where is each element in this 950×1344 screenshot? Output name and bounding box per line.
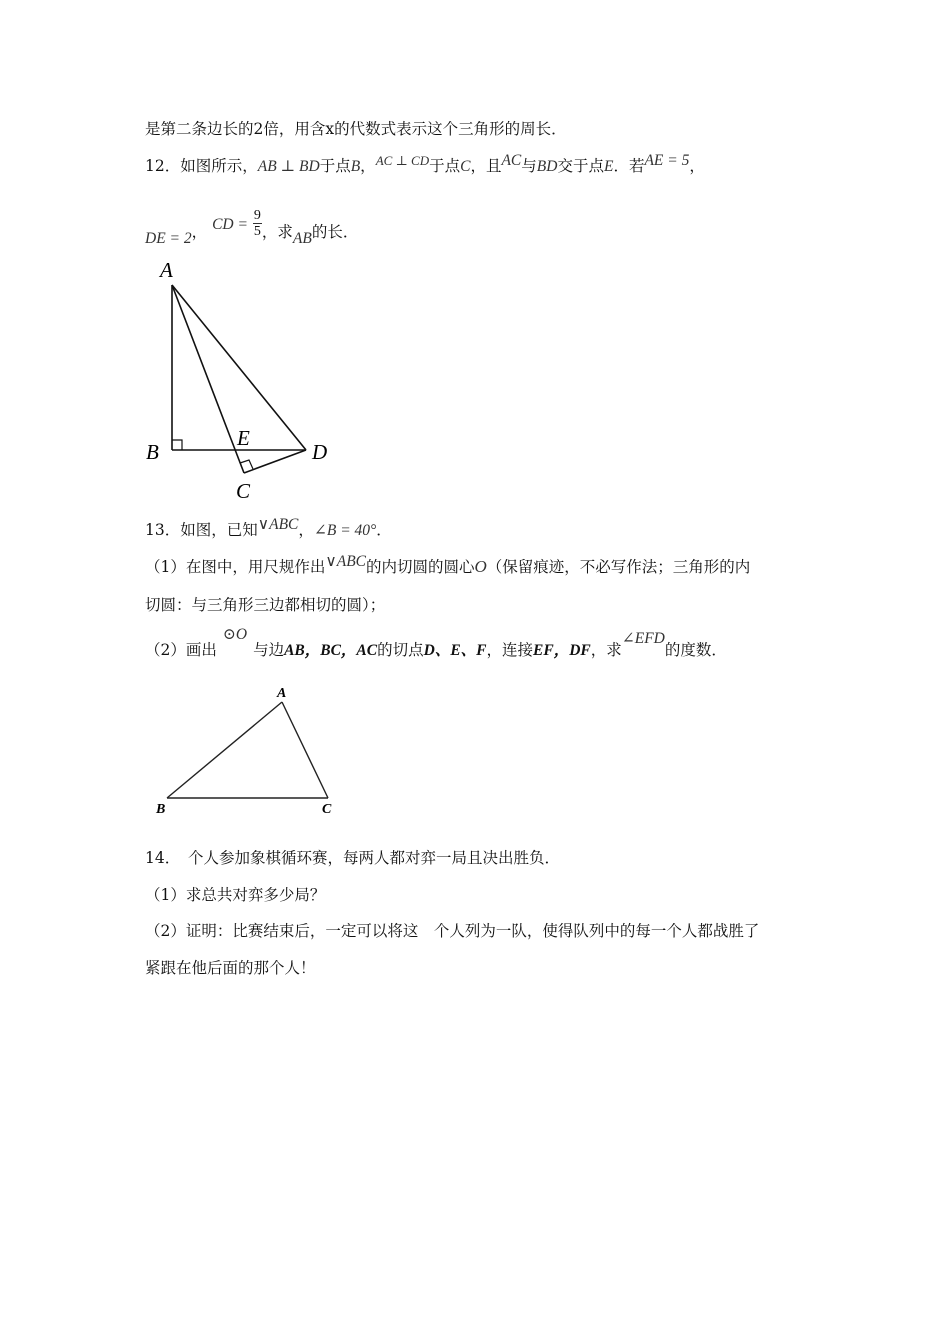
q12-text: 与 — [521, 157, 537, 175]
q12-math-point-c: C — [460, 158, 471, 175]
q13-part2-line — [145, 626, 727, 661]
q13-text: ． — [376, 521, 392, 539]
label-d: D — [312, 440, 328, 464]
q13-text: （保留痕迹，不必写作法；三角形的内 — [486, 558, 751, 576]
q13-part1-line-2: 切圆：与三角形三边都相切的圆）； — [145, 596, 386, 614]
label-b: B — [146, 440, 159, 464]
q12-text: 于点 — [319, 157, 351, 175]
q12-text: ．若 — [613, 157, 645, 175]
q13-text: （2）画出 — [145, 641, 217, 659]
q12-math-ac: AC — [501, 152, 522, 169]
q13-math-segments: EF，DF — [533, 642, 591, 659]
q13-part1-line-1 — [145, 553, 751, 578]
q12-text: 于点 — [429, 157, 461, 175]
q11-tail-text: 是第二条边长的2倍，用含x的代数式表示这个三角形的周长． — [145, 120, 567, 138]
q12-math-ab-perp-bd: AB ⊥ BD — [257, 158, 320, 175]
q12-math-ab: AB — [292, 230, 312, 247]
q13-math-points: D、E、F — [423, 642, 487, 659]
q12-math-point-e: E — [603, 158, 614, 175]
q12-math-ae-eq: AE = 5 — [644, 152, 690, 169]
q12-line-1 — [145, 152, 705, 177]
segment-cd — [244, 450, 306, 473]
q13-text: 的度数． — [664, 641, 727, 659]
q13-text: 的切点 — [377, 641, 424, 659]
q12-line-2 — [145, 207, 359, 252]
q12-math-cd-eq: CD = — [212, 216, 248, 233]
q12-text: ，求 — [261, 223, 293, 241]
q12-number: 12． — [145, 157, 181, 175]
q12-text: 的长． — [311, 223, 359, 241]
q14-part2-line-2: 紧跟在他后面的那个人！ — [145, 959, 316, 977]
q13-math-sides: AB，BC，AC — [284, 642, 378, 659]
q13-text: ， — [298, 521, 314, 539]
q13-math-triangle-abc: ∨ABC — [257, 516, 299, 533]
q12-math-point-b: B — [350, 158, 361, 175]
q12-text: ， — [191, 223, 208, 241]
q13-text: 如图，已知 — [180, 521, 258, 539]
q12-text: ， — [689, 157, 705, 175]
fraction-numerator: 9 — [253, 207, 261, 223]
q13-figure — [150, 680, 350, 820]
q12-math-ac-perp-cd: AC ⊥ CD — [375, 153, 430, 168]
q14-line-1: 14． 个人参加象棋循环赛，每两人都对弈一局且决出胜负． — [145, 849, 560, 867]
q13-text: 与边 — [253, 641, 285, 659]
q12-math-de-eq: DE = 2 — [145, 230, 192, 247]
label-c: C — [236, 479, 251, 503]
fraction-denominator: 5 — [253, 223, 261, 239]
segment-ac — [172, 285, 244, 473]
q13-number: 13． — [145, 521, 181, 539]
label-b: B — [156, 802, 166, 817]
q12-math-bd: BD — [536, 158, 558, 175]
q12-text: ， — [360, 157, 376, 175]
q12-text: 交于点 — [557, 157, 604, 175]
label-e: E — [237, 426, 250, 450]
q12-fraction — [253, 208, 262, 239]
q13-text: ，求 — [590, 641, 622, 659]
label-c: C — [322, 802, 332, 817]
q13-math-o: O — [474, 557, 487, 576]
q13-math-triangle-abc: ∨ABC — [325, 553, 366, 570]
q13-line-1 — [145, 516, 392, 541]
q12-text: 如图所示， — [180, 157, 258, 175]
segment-ac — [282, 702, 328, 798]
q12-figure — [140, 255, 340, 505]
q13-math-angle-b: ∠B = 40° — [313, 522, 377, 539]
label-a: A — [277, 686, 287, 701]
q13-text: （1）在图中，用尺规作出 — [145, 558, 326, 576]
segment-ab — [167, 702, 282, 798]
q13-text: ，连接 — [486, 641, 534, 659]
q13-math-circle-o: ⊙O — [222, 626, 248, 643]
q13-text: 的内切圆的圆心 — [366, 558, 475, 576]
q14-part2-line-1: （2）证明：比赛结束后，一定可以将这 个人列为一队，使得队列中的每一个人都战胜了 — [145, 922, 760, 940]
right-angle-mark-b — [172, 440, 182, 450]
q14-part1: （1）求总共对弈多少局？ — [145, 886, 326, 904]
label-a: A — [160, 258, 173, 282]
q13-math-angle-efd: ∠EFD — [621, 630, 665, 647]
q12-text: ，且 — [470, 157, 502, 175]
